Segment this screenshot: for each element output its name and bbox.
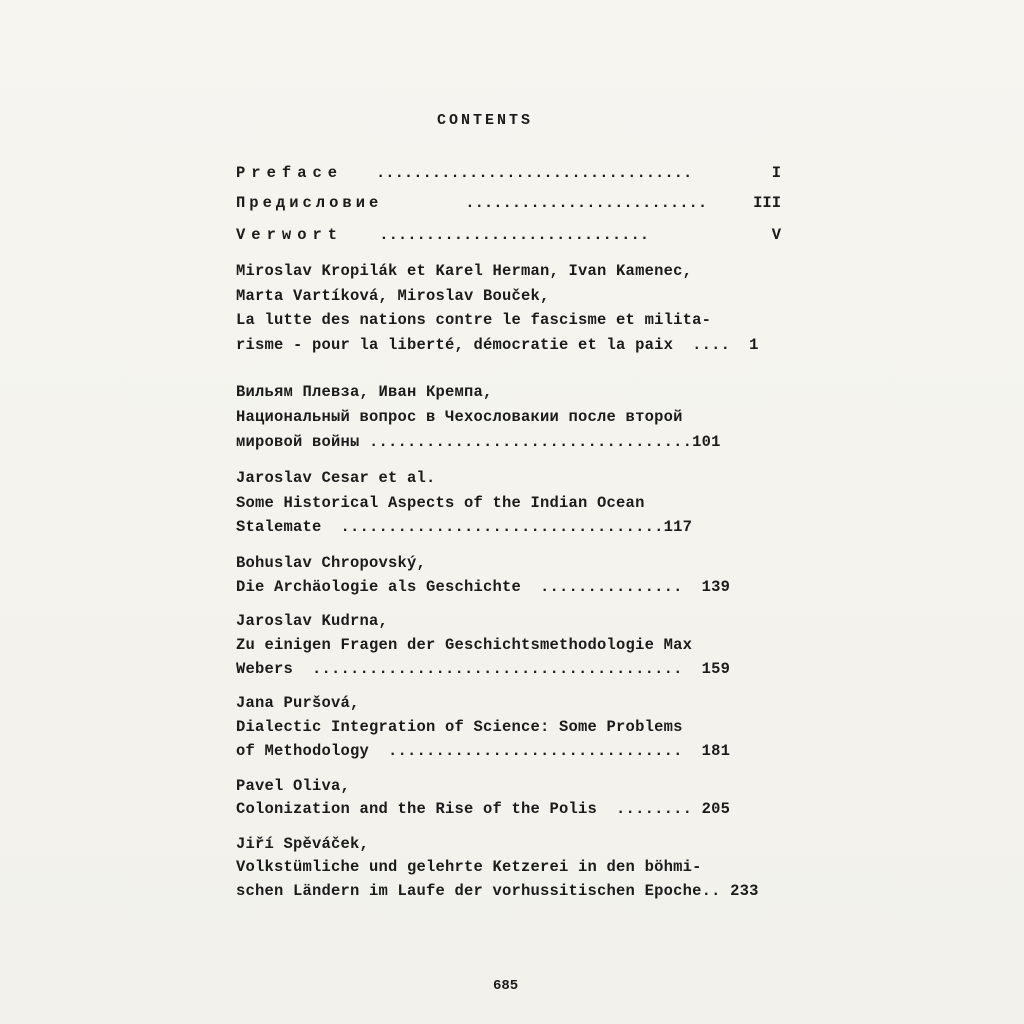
- entry-line: Jaroslav Cesar et al.: [236, 469, 436, 487]
- toc-page: I: [771, 164, 781, 182]
- entry-line: Zu einigen Fragen der Geschichtsmethodologie Max: [236, 636, 693, 654]
- entry-line: Miroslav Kropilák et Karel Herman, Ivan Kamenec,: [236, 262, 693, 280]
- toc-page: V: [771, 226, 781, 244]
- entry-line: Национальный вопрос в Чехословакии после второй: [236, 408, 683, 426]
- entry-line: Die Archäologie als Geschichte ............... 139: [236, 578, 731, 596]
- toc-label: Предисловие: [236, 194, 383, 212]
- page-title: CONTENTS: [437, 112, 534, 129]
- toc-dots: ..................................: [376, 164, 693, 182]
- toc-row-preface: [236, 164, 781, 184]
- entry-line: Jana Puršová,: [236, 694, 360, 712]
- entry-line: La lutte des nations contre le fascisme et milita-: [236, 311, 712, 329]
- entry-line: of Methodology ............................... 181: [236, 742, 731, 760]
- toc-page: III: [753, 194, 781, 212]
- entry-line: Some Historical Aspects of the Indian Ocean: [236, 494, 645, 512]
- toc-row-predislovie: [236, 194, 781, 214]
- entry-line: Bohuslav Chropovský,: [236, 554, 427, 572]
- toc-row-verwort: [236, 226, 781, 246]
- entry-line: Pavel Oliva,: [236, 777, 351, 795]
- entry-line: Jiří Spěváček,: [236, 835, 370, 853]
- page-number: 685: [493, 978, 519, 994]
- entry-line: schen Ländern im Laufe der vorhussitischen Epoche.. 233: [236, 882, 759, 900]
- entry-line: Dialectic Integration of Science: Some Problems: [236, 718, 683, 736]
- entry-line: Marta Vartíková, Miroslav Bouček,: [236, 287, 550, 305]
- toc-label: Preface: [236, 164, 344, 182]
- entry-line: Jaroslav Kudrna,: [236, 612, 389, 630]
- entry-line: мировой войны ..................................101: [236, 433, 721, 451]
- toc-label: Verwort: [236, 226, 344, 244]
- entry-line: Webers ....................................... 159: [236, 660, 731, 678]
- entry-line: Вильям Плевза, Иван Кремпа,: [236, 383, 493, 401]
- entry-line: risme - pour la liberté, démocratie et la paix .... 1: [236, 336, 759, 354]
- entry-line: Colonization and the Rise of the Polis ........ 205: [236, 800, 731, 818]
- toc-dots: .............................: [370, 226, 650, 244]
- toc-dots: ..........................: [456, 194, 708, 212]
- entry-line: Stalemate ..................................117: [236, 518, 693, 536]
- entry-line: Volkstümliche und gelehrte Ketzerei in den böhmi-: [236, 858, 702, 876]
